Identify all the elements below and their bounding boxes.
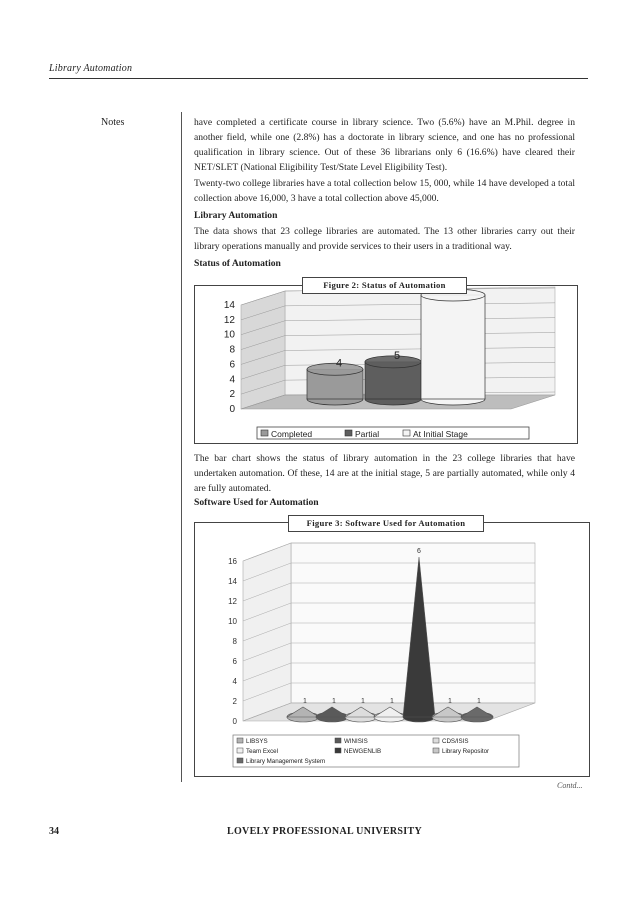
legend-swatch [345,430,352,436]
y-tick-label: 10 [228,617,237,626]
data-label: 1 [390,698,394,705]
figure-3-chart [195,523,589,776]
y-tick-label: 8 [232,637,237,646]
legend-swatch [433,738,439,743]
continued-note: Contd... [557,781,583,790]
data-label: 5 [393,349,401,362]
margin-rule [181,112,182,782]
data-label: 1 [361,698,365,705]
chart-side-wall [241,291,285,409]
legend-swatch [261,430,268,436]
data-label: 6 [417,548,421,555]
paragraph-bar-chart: The bar chart shows the status of library automation in the 23 college libraries that have undertaken automation. Of these, 14 are at the initial stage, 5 are partially automated, while only 4 are fully automated. [194,453,575,494]
data-label: 1 [448,698,452,705]
running-head: Library Automation [49,63,133,74]
y-tick-label: 4 [232,677,237,686]
y-tick-label: 14 [223,300,235,311]
heading-library-automation: Library Automation [194,210,278,221]
legend-label: LIBSYS [246,738,268,745]
legend-label: Library Management System [246,758,326,765]
y-tick-label: 14 [228,577,237,586]
legend-swatch [335,738,341,743]
figure-2-frame [194,285,578,444]
page-number: 34 [49,826,59,837]
bar-partial [365,356,421,405]
data-label: 4 [335,357,343,370]
y-tick-label: 6 [229,359,235,371]
y-tick-label: 10 [223,329,235,341]
bar-completed [307,363,363,405]
y-tick-label: 4 [229,374,235,386]
bar-at-initial-stage [421,289,485,405]
legend-swatch [335,748,341,753]
legend-label: Completed [271,429,313,439]
legend-swatch [237,748,243,753]
figure-3-frame [194,522,590,777]
data-label: 1 [477,698,481,705]
figure-2-chart [195,286,577,443]
y-tick-label: 12 [228,597,237,606]
y-tick-label: 12 [223,314,235,326]
paragraph-qualifications: have completed a certificate course in library science. Two (5.6%) have an M.Phil. degree in another field, while one (2.8%) has a doctorate in library science, and one has no professional qualification in library science. Out of these 36 librarians only 6 (16.6%) have cleared their NET/SLET (National Eligibility Test/State Level Eligibility Test). [194,117,575,173]
legend-label: Team Excel [246,748,278,755]
figure-2-title: Figure 2: Status of Automation [302,277,467,294]
legend-label: WINISIS [344,738,368,745]
y-tick-label: 8 [229,344,235,356]
legend-swatch [237,738,243,743]
legend-label: At Initial Stage [413,429,468,439]
y-tick-label: 16 [228,557,237,566]
notes-label: Notes [101,117,125,128]
header-rule [49,78,588,79]
legend-label: Library Repositor [442,748,490,755]
y-tick-label: 0 [232,717,237,726]
legend-swatch [403,430,410,436]
y-tick-label: 6 [232,657,237,666]
data-label: 1 [332,698,336,705]
heading-software-used: Software Used for Automation [194,497,319,508]
heading-status-of-automation: Status of Automation [194,258,281,269]
data-label: 1 [303,698,307,705]
legend-label: Partial [355,429,380,439]
y-tick-label: 0 [229,404,235,415]
legend-swatch [433,748,439,753]
y-tick-label: 2 [229,389,235,401]
paragraph-collection: Twenty-two college libraries have a total collection below 15, 000, while 14 have developed a total collection above 16,000, 3 have a total collection above 45,000. [194,178,575,204]
legend-label: CDS/ISIS [442,738,469,745]
paragraph-automation: The data shows that 23 college libraries are automated. The 13 other libraries carry out their library operations manually and provide services to their users in a traditional way. [194,226,575,252]
figure-3-title: Figure 3: Software Used for Automation [288,515,484,532]
legend-swatch [237,758,243,763]
legend-label: NEWGENLIB [344,748,382,755]
bar-body [421,295,485,399]
footer-university: LOVELY PROFESSIONAL UNIVERSITY [227,826,422,837]
y-tick-label: 2 [232,697,237,706]
